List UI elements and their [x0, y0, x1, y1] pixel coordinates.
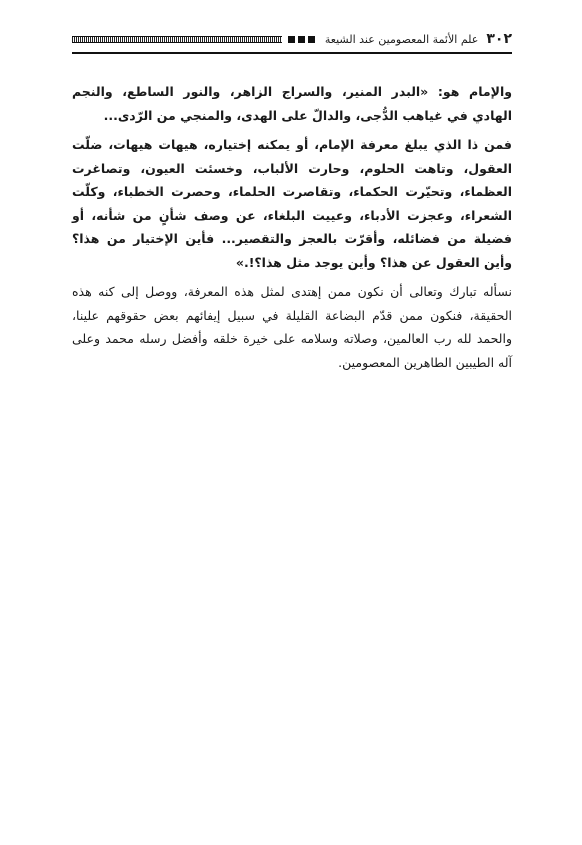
header-squares-ornament — [288, 36, 315, 43]
square-ornament — [298, 36, 305, 43]
paragraph-knowing-imam: فمن ذا الذي يبلغ معرفة الإمام، أو يمكنه إختياره، هيهات هيهات، ضلّت العقول، وتاهت الحلوم، وحارت الألباب، وخسئت العيون، وتصاغرت العظماء، وتحيّرت الحكماء، وتقاصرت الحلماء، وحصرت الخطباء، وكلّت الشعراء، وعجزت الأدباء، وعييت البلغاء، عن وصف شأنٍ من شأنه، أو فضيلة من فضائله، وأقرّت بالعجز والتقصير... فأين الإختيار من هذا؟ وأين العقول عن هذا؟ وأين يوجد مثل هذا؟!.» — [72, 137, 512, 270]
header-hatched-rule — [72, 36, 282, 43]
square-ornament — [288, 36, 295, 43]
square-ornament — [308, 36, 315, 43]
header-row — [72, 30, 512, 48]
running-title: علم الأئمة المعصومين عند الشيعة — [324, 32, 479, 46]
running-header — [72, 30, 512, 62]
paragraph-imam-description: والإمام هو: «البدر المنير، والسراج الزاهر، والنور الساطع، والنجم الهادي في غياهب الدُّجى، والدالّ على الهدى، والمنجي من الرّدى... — [72, 84, 512, 123]
paragraph-closing-prayer: نسأله تبارك وتعالى أن نكون ممن إهتدى لمثل هذه المعرفة، ووصل إلى كنه هذه الحقيقة، فنكون ممن قدّم البضاعة القليلة في سبيل إيفائهم بعض حقوقهم علينا، والحمد لله رب العالمين، وصلاته وسلامه على خيرة خلقه وأفضل رسله محمد وعلى آله الطيبين الطاهرين المعصومين. — [72, 284, 512, 370]
page-number: ٣٠٢ — [486, 31, 512, 47]
body-text — [72, 80, 512, 380]
header-divider-line — [72, 52, 512, 54]
